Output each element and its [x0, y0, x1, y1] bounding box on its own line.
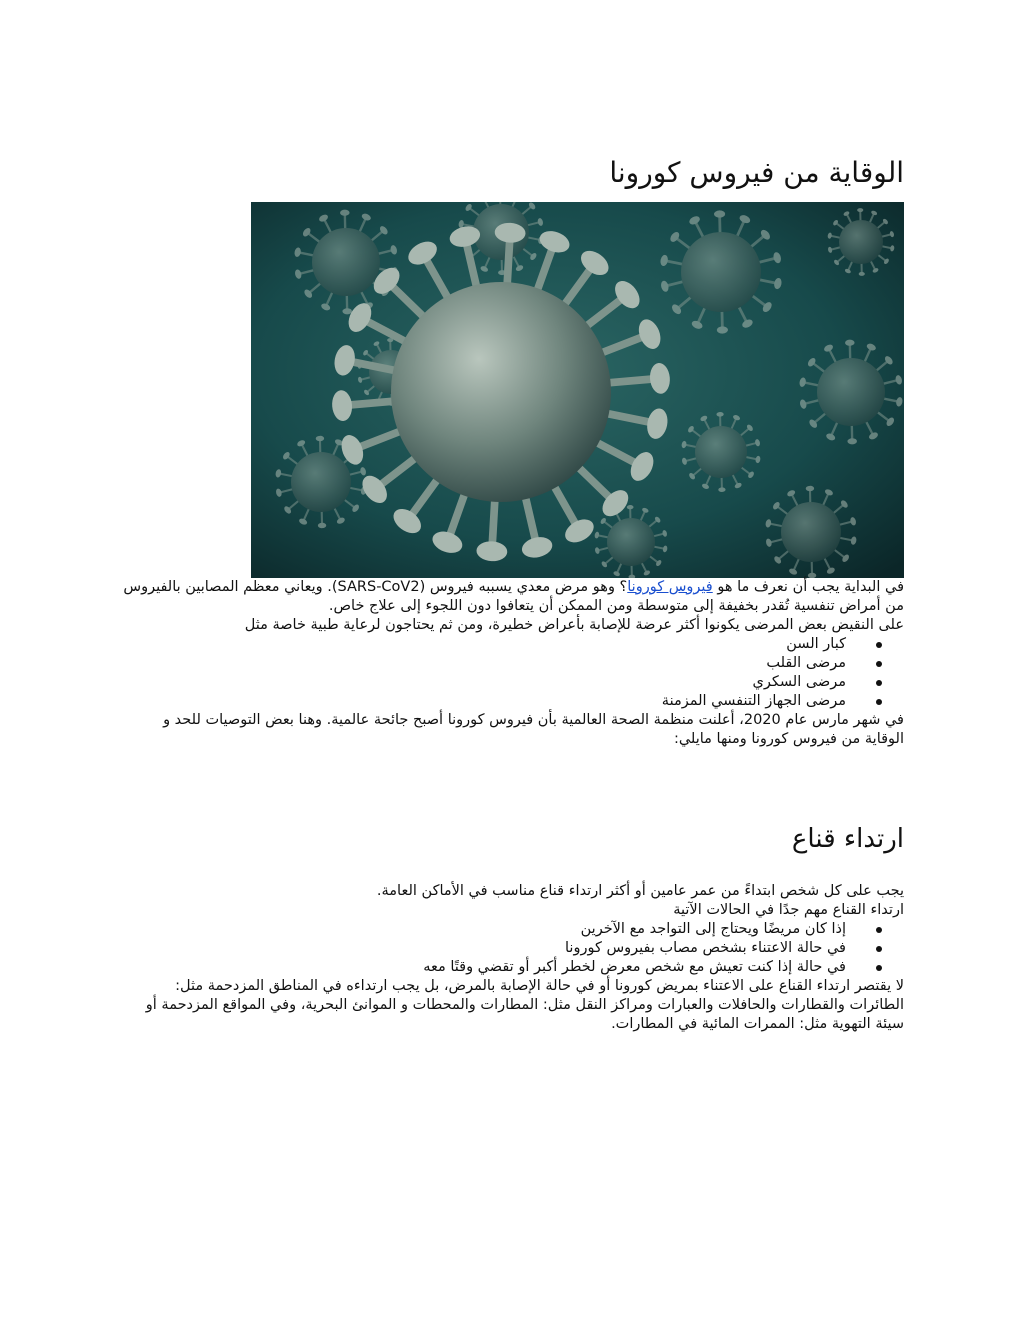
- list-item: مرضى القلب: [120, 654, 846, 673]
- list-item: مرضى الجهاز التنفسي المزمنة: [120, 692, 846, 711]
- coronavirus-illustration: [251, 202, 904, 578]
- list-item: إذا كان مريضًا ويحتاج إلى التواجد مع الآخرين: [120, 920, 846, 939]
- risk-groups-list: [120, 635, 904, 711]
- coronavirus-image: [251, 202, 904, 578]
- list-item: في حالة إذا كنت تعيش مع شخص معرض لخطر أكبر أو تقضي وقتًا معه: [120, 958, 846, 977]
- mask-cases-intro: ارتداء القناع مهم جدًا في الحالات الآتية: [673, 902, 904, 918]
- list-item: مرضى السكري: [120, 673, 846, 692]
- intro-text-before-link: في البداية يجب أن نعرف ما هو: [712, 579, 904, 595]
- mask-paragraph: يجب على كل شخص ابتداءً من عمر عامين أو أكثر ارتداء قناع مناسب في الأماكن العامة.: [376, 883, 904, 899]
- mask-section: [120, 882, 904, 1034]
- intro-closing-paragraph: في شهر مارس عام 2020، أعلنت منظمة الصحة العالمية بأن فيروس كورونا أصبح جائحة عالمية. وهنا بعض التوصيات للحد و الوقاية من فيروس كورونا ومنها مايلي:: [163, 712, 904, 747]
- list-item: كبار السن: [120, 635, 846, 654]
- intro-section: [120, 578, 904, 749]
- section-heading-mask: ارتداء قناع: [791, 824, 904, 854]
- intro-text-after-link: ؟ وهو مرض معدي يسببه فيروس (SARS-CoV2). ويعاني معظم المصابين بالفيروس من أمراض تنفسية تُقدر بخفيفة إلى متوسطة ومن الممكن أن يتعافوا دون اللجوء إلى علاج خاص.: [123, 579, 904, 614]
- risk-intro-text: على النقيض بعض المرضى يكونوا أكثر عرضة للإصابة بأعراض خطيرة، ومن ثم يحتاجون لرعاية طبية خاصة مثل: [244, 617, 904, 633]
- intro-paragraph: [120, 578, 904, 616]
- page-title: الوقاية من فيروس كورونا: [609, 156, 904, 189]
- coronavirus-link[interactable]: فيروس كورونا: [627, 579, 713, 595]
- mask-cases-list: [120, 920, 904, 977]
- list-item: في حالة الاعتناء بشخص مصاب بفيروس كورونا: [120, 939, 846, 958]
- mask-closing-paragraph: لا يقتصر ارتداء القناع على الاعتناء بمريض كورونا أو في حالة الإصابة بالمرض، بل يجب ارتداءه في المناطق المزدحمة مثل: الطائرات والقطارات والحافلات والعبارات ومراكز النقل مثل: المطارات والمحطات و الموانئ البحرية، وفي المواقع المزدحمة أو سيئة التهوية مثل: الممرات المائية في المطارات.: [145, 978, 904, 1032]
